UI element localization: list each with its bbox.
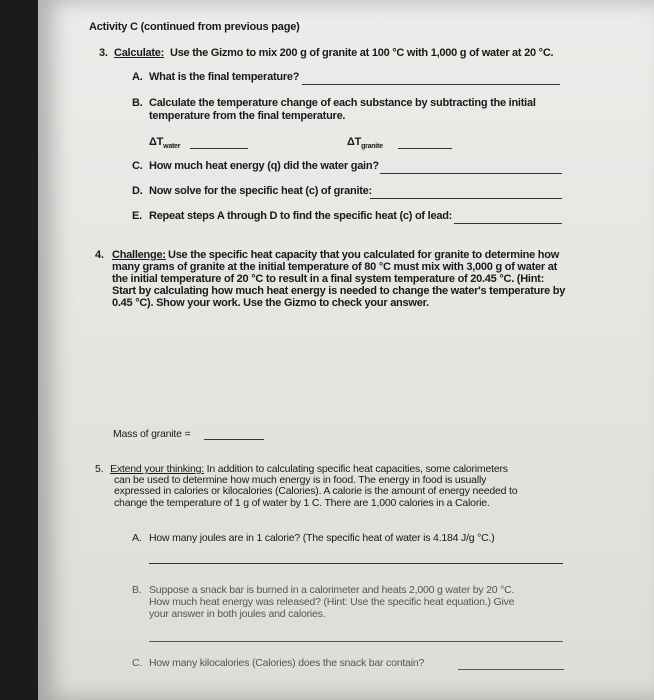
q5c-letter: C. bbox=[132, 657, 143, 669]
q3e-text: Repeat steps A through D to find the specific heat (c) of lead: bbox=[149, 210, 453, 222]
dt-water-answer-line[interactable] bbox=[190, 148, 248, 149]
q3b-letter: B. bbox=[132, 97, 143, 109]
q5-lead: Extend your thinking: bbox=[110, 463, 204, 475]
q3c-answer-line[interactable] bbox=[380, 173, 562, 174]
q5a-letter: A. bbox=[132, 532, 142, 544]
q3b-line2: temperature from the final temperature. bbox=[149, 110, 346, 122]
q3c-text: How much heat energy (q) did the water gain? bbox=[149, 160, 379, 172]
activity-header: Activity C (continued from previous page) bbox=[89, 21, 300, 33]
q3d-letter: D. bbox=[132, 185, 143, 197]
q3d-text: Now solve for the specific heat (c) of granite: bbox=[149, 185, 372, 197]
q4-line1: Use the specific heat capacity that you calculated for granite to determine how bbox=[168, 249, 560, 261]
q3c-letter: C. bbox=[132, 160, 143, 172]
q4-line3: the initial temperature of 20 °C to result in a final system temperature of 20.45 °C. (Hint: bbox=[112, 273, 545, 285]
q5-line4: change the temperature of 1 g of water by 1 C. There are 1,000 calories in a Calorie. bbox=[114, 496, 490, 509]
q5c-answer-line[interactable] bbox=[458, 669, 564, 670]
q5a-text: How many joules are in 1 calorie? (The specific heat of water is 4.184 J/g °C.) bbox=[149, 532, 495, 544]
dt-water-symbol: ΔT bbox=[149, 136, 164, 148]
q5b-line2: How much heat energy was released? (Hint: Use the specific heat equation.) Give bbox=[149, 596, 515, 608]
q5b-answer-line[interactable] bbox=[149, 641, 563, 642]
q5-paragraph bbox=[95, 464, 565, 509]
dt-water-sub: water bbox=[163, 143, 181, 151]
q5-line2: can be used to determine how much energy is in food. The energy in food is usually bbox=[114, 474, 487, 487]
q3a-text: What is the final temperature? bbox=[149, 71, 300, 83]
q4-line2: many grams of granite at the initial temperature of 80 °C must mix with 3,000 g of water at bbox=[112, 261, 557, 273]
q5-number: 5. bbox=[95, 463, 104, 475]
q4-line5: 0.45 °C). Show your work. Use the Gizmo to check your answer. bbox=[112, 297, 429, 309]
q3-text: Use the Gizmo to mix 200 g of granite at 100 °C with 1,000 g of water at 20 °C. bbox=[170, 47, 554, 59]
q3d-answer-line[interactable] bbox=[370, 198, 562, 199]
q5b-line3: your answer in both joules and calories. bbox=[149, 608, 326, 620]
q3e-letter: E. bbox=[132, 210, 142, 222]
q4-number: 4. bbox=[95, 249, 104, 261]
dt-granite-sub: granite bbox=[361, 143, 383, 151]
q3-lead: Calculate: bbox=[114, 47, 165, 59]
q3a-answer-line[interactable] bbox=[302, 84, 560, 85]
mass-granite-answer-line[interactable] bbox=[204, 439, 264, 440]
dt-granite-label bbox=[347, 136, 383, 150]
q5b-line1: Suppose a snack bar is burned in a calorimeter and heats 2,000 g water by 20 °C. bbox=[149, 584, 515, 596]
q3-number: 3. bbox=[99, 47, 108, 59]
q3b-line1: Calculate the temperature change of each substance by subtracting the initial bbox=[149, 97, 536, 109]
q3a-letter: A. bbox=[132, 71, 143, 83]
q5b-letter: B. bbox=[132, 584, 142, 596]
q5-line3: expressed in calories or kilocalories (Calories). A calorie is the amount of energy needed to bbox=[114, 485, 518, 498]
dt-granite-symbol: ΔT bbox=[347, 136, 362, 148]
mass-granite-label: Mass of granite = bbox=[113, 428, 191, 440]
q4-lead: Challenge: bbox=[112, 249, 166, 261]
dt-granite-answer-line[interactable] bbox=[398, 148, 452, 149]
dt-water-label bbox=[149, 136, 180, 150]
q4-line4: Start by calculating how much heat energy is needed to change the water's temperature by bbox=[112, 285, 566, 297]
q5-line1: In addition to calculating specific heat capacities, some calorimeters bbox=[206, 463, 508, 475]
q3e-answer-line[interactable] bbox=[454, 223, 562, 224]
q5c-text: How many kilocalories (Calories) does the snack bar contain? bbox=[149, 657, 425, 669]
q5a-answer-line[interactable] bbox=[149, 563, 563, 564]
